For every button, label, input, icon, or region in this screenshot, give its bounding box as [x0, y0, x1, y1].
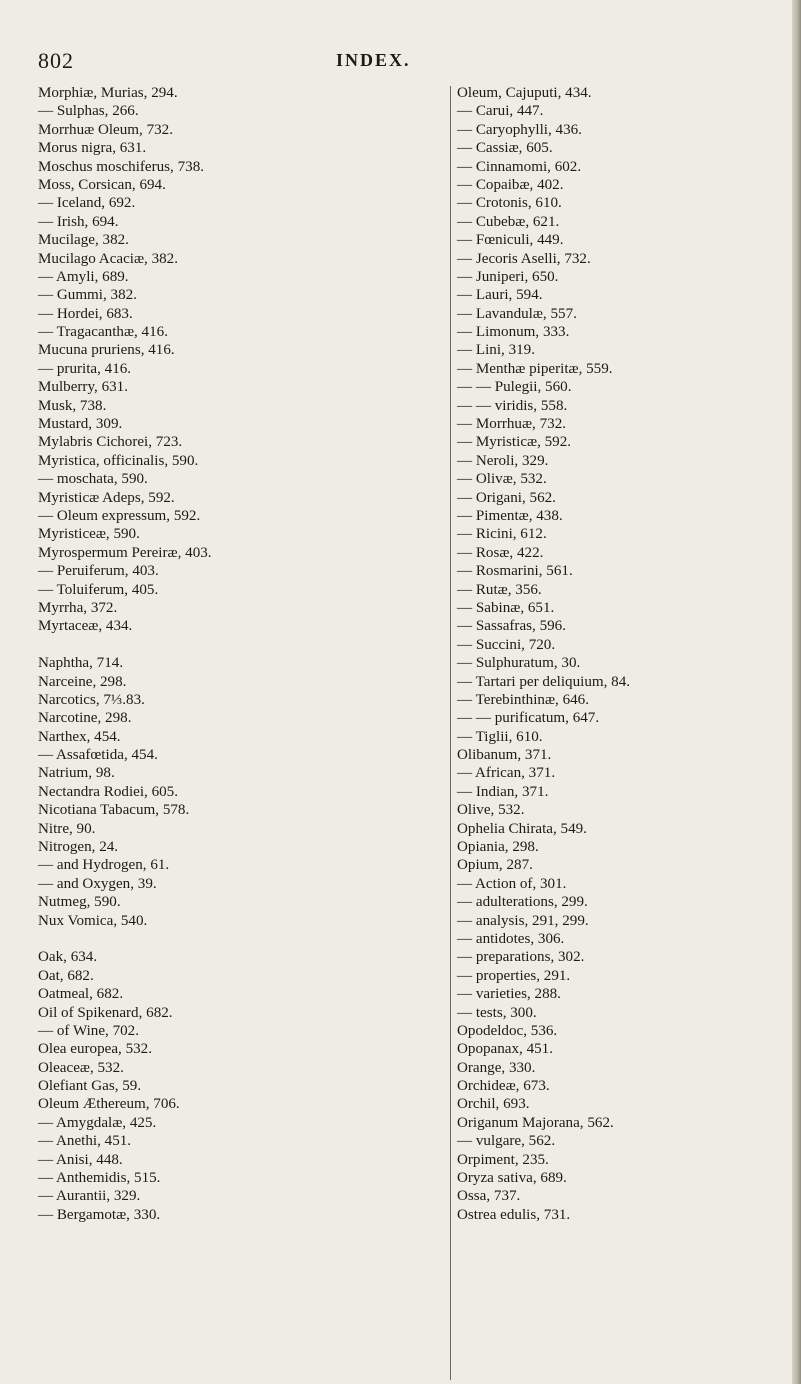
index-entry: Nitre, 90. [38, 820, 96, 837]
index-entry: — Rosmarini, 561. [457, 563, 573, 580]
index-entry: Narcotine, 298. [38, 710, 132, 727]
index-entry: Oak, 634. [38, 949, 98, 966]
index-entry: — Bergamotæ, 330. [38, 1206, 161, 1223]
index-entry: — Peruiferum, 403. [38, 563, 159, 580]
index-entry: — Neroli, 329. [457, 452, 549, 469]
index-entry: — tests, 300. [457, 1004, 537, 1021]
index-entry: Oryza sativa, 689. [457, 1170, 567, 1187]
index-entry: Mucilago Acaciæ, 382. [38, 250, 179, 267]
index-entry: — Iceland, 692. [38, 195, 136, 212]
index-entry: — Cinnamomi, 602. [457, 158, 582, 175]
index-entry: Olea europea, 532. [38, 1041, 152, 1058]
index-entry: — Succini, 720. [457, 636, 556, 653]
index-entry: Ossa, 737. [457, 1188, 521, 1205]
index-entry: — Anisi, 448. [38, 1151, 123, 1168]
index-entry: Oat, 682. [38, 967, 94, 984]
index-entry: Orpiment, 235. [457, 1151, 549, 1168]
index-entry: Myrrha, 372. [38, 599, 118, 616]
index-entry: — Amyli, 689. [38, 268, 129, 285]
index-entry: Morus nigra, 631. [38, 140, 147, 157]
index-entry: Myristica, officinalis, 590. [38, 452, 199, 469]
index-entry: — Sulphuratum, 30. [457, 655, 581, 672]
index-entry: Narcotics, 7⅓.83. [38, 691, 145, 708]
index-entry: — Aurantii, 329. [38, 1188, 141, 1205]
index-entry: — prurita, 416. [38, 360, 132, 377]
index-entry: Opodeldoc, 536. [457, 1022, 558, 1039]
index-entry: — Ricini, 612. [457, 526, 547, 543]
index-entry: Mucuna pruriens, 416. [38, 342, 175, 359]
index-entry: — Carui, 447. [457, 103, 544, 120]
index-entry: Oatmeal, 682. [38, 986, 124, 1003]
index-entry: Mylabris Cichorei, 723. [38, 434, 183, 451]
running-head: INDEX. [336, 50, 411, 70]
index-entry: — Juniperi, 650. [457, 268, 559, 285]
index-entry: Narthex, 454. [38, 728, 121, 745]
index-entry: — Cassiæ, 605. [457, 140, 553, 157]
index-entry: — Menthæ piperitæ, 559. [457, 360, 613, 377]
section-gap [38, 636, 438, 654]
index-entry: Naphtha, 714. [38, 655, 124, 672]
index-entry: — Toluiferum, 405. [38, 581, 159, 598]
index-entry: — Fœniculi, 449. [457, 232, 564, 249]
index-entry: Nitrogen, 24. [38, 839, 119, 856]
index-entry: — Sulphas, 266. [38, 103, 139, 120]
index-entry: Origanum Majorana, 562. [457, 1114, 614, 1131]
index-entry: — Myristicæ, 592. [457, 434, 572, 451]
index-entry: — Tiglii, 610. [457, 728, 543, 745]
index-entry: Ophelia Chirata, 549. [457, 820, 587, 837]
index-entry: Olive, 532. [457, 802, 525, 819]
index-entry: Orchideæ, 673. [457, 1078, 550, 1095]
index-column-left [38, 84, 438, 1224]
section-gap [38, 930, 438, 948]
index-entry: — Morrhuæ, 732. [457, 416, 567, 433]
index-entry: — varieties, 288. [457, 986, 561, 1003]
index-entry: Nutmeg, 590. [38, 894, 121, 911]
index-entry: Morphiæ, Murias, 294. [38, 85, 178, 101]
index-entry: — Sabinæ, 651. [457, 599, 555, 616]
index-entry: — preparations, 302. [457, 949, 585, 966]
index-entry: Oil of Spikenard, 682. [38, 1004, 173, 1021]
index-entry: — and Oxygen, 39. [38, 875, 157, 892]
index-entry: Moss, Corsican, 694. [38, 176, 166, 193]
index-entry: Myrtaceæ, 434. [38, 618, 133, 635]
index-entry: — antidotes, 306. [457, 930, 565, 947]
index-entry: — moschata, 590. [38, 471, 148, 488]
index-entry: — Limonum, 333. [457, 324, 570, 341]
index-entry: — Caryophylli, 436. [457, 121, 582, 138]
page-edge [792, 0, 801, 1384]
index-entry: Olefiant Gas, 59. [38, 1078, 142, 1095]
index-entry: — Origani, 562. [457, 489, 556, 506]
column-divider [450, 86, 451, 1380]
index-entry: — Gummi, 382. [38, 287, 137, 304]
page-number: 802 [38, 48, 74, 73]
index-entry: — Crotonis, 610. [457, 195, 562, 212]
index-entry: Nectandra Rodiei, 605. [38, 783, 178, 800]
index-entry: Nicotiana Tabacum, 578. [38, 802, 190, 819]
index-entry: Opopanax, 451. [457, 1041, 553, 1058]
index-entry: — properties, 291. [457, 967, 571, 984]
index-entry: Orange, 330. [457, 1059, 536, 1076]
index-entry: — Irish, 694. [38, 213, 119, 230]
index-entry: — Olivæ, 532. [457, 471, 547, 488]
index-entry: — Rosæ, 422. [457, 544, 544, 561]
index-entry: Musk, 738. [38, 397, 107, 414]
index-entry: Mustard, 309. [38, 416, 123, 433]
index-entry: Oleaceæ, 532. [38, 1059, 124, 1076]
index-entry: — Cubebæ, 621. [457, 213, 560, 230]
index-entry: — Hordei, 683. [38, 305, 133, 322]
index-entry: — African, 371. [457, 765, 556, 782]
index-entry: Myristiceæ, 590. [38, 526, 140, 543]
index-entry: — adulterations, 299. [457, 894, 588, 911]
index-entry: — Jecoris Aselli, 732. [457, 250, 591, 267]
index-entry: — — Pulegii, 560. [457, 379, 572, 396]
index-entry: — Lavandulæ, 557. [457, 305, 577, 322]
index-entry: — Oleum expressum, 592. [38, 507, 201, 524]
index-entry: Morrhuæ Oleum, 732. [38, 121, 173, 138]
index-entry: Opium, 287. [457, 857, 533, 874]
index-entry: — Rutæ, 356. [457, 581, 542, 598]
index-entry: — Copaibæ, 402. [457, 176, 564, 193]
index-entry: — Anethi, 451. [38, 1133, 132, 1150]
index-entry: — — purificatum, 647. [457, 710, 600, 727]
index-entry: Mucilage, 382. [38, 232, 129, 249]
index-entry: — Amygdalæ, 425. [38, 1114, 157, 1131]
index-column-right [457, 84, 787, 1224]
index-entry: Oleum Æthereum, 706. [38, 1096, 180, 1113]
index-entry: — Lauri, 594. [457, 287, 543, 304]
index-entry: — Tragacanthæ, 416. [38, 324, 168, 341]
index-entry: Nux Vomica, 540. [38, 912, 148, 929]
index-entry: Natrium, 98. [38, 765, 115, 782]
index-entry: Narceine, 298. [38, 673, 127, 690]
index-entry: Ostrea edulis, 731. [457, 1206, 571, 1223]
index-entry: Opiania, 298. [457, 839, 539, 856]
index-entry: Myrospermum Pereiræ, 403. [38, 544, 212, 561]
index-entry: — and Hydrogen, 61. [38, 857, 170, 874]
index-entry: — analysis, 291, 299. [457, 912, 589, 929]
index-entry: Myristicæ Adeps, 592. [38, 489, 175, 506]
index-entry: — Tartari per deliquium, 84. [457, 673, 631, 690]
index-entry: Orchil, 693. [457, 1096, 530, 1113]
index-entry: — Assafœtida, 454. [38, 747, 158, 764]
index-entry: — Anthemidis, 515. [38, 1170, 161, 1187]
index-entry: — vulgare, 562. [457, 1133, 556, 1150]
index-entry: — Sassafras, 596. [457, 618, 566, 635]
index-entry: Moschus moschiferus, 738. [38, 158, 205, 175]
index-entry: — — viridis, 558. [457, 397, 568, 414]
index-entry: — Terebinthinæ, 646. [457, 691, 589, 708]
index-entry: — Indian, 371. [457, 783, 549, 800]
index-entry: — of Wine, 702. [38, 1022, 139, 1039]
index-entry: — Pimentæ, 438. [457, 507, 563, 524]
index-entry: Mulberry, 631. [38, 379, 128, 396]
index-entry: Oleum, Cajuputi, 434. [457, 85, 592, 101]
index-entry: Olibanum, 371. [457, 747, 552, 764]
index-entry: — Action of, 301. [457, 875, 567, 892]
index-entry: — Lini, 319. [457, 342, 535, 359]
